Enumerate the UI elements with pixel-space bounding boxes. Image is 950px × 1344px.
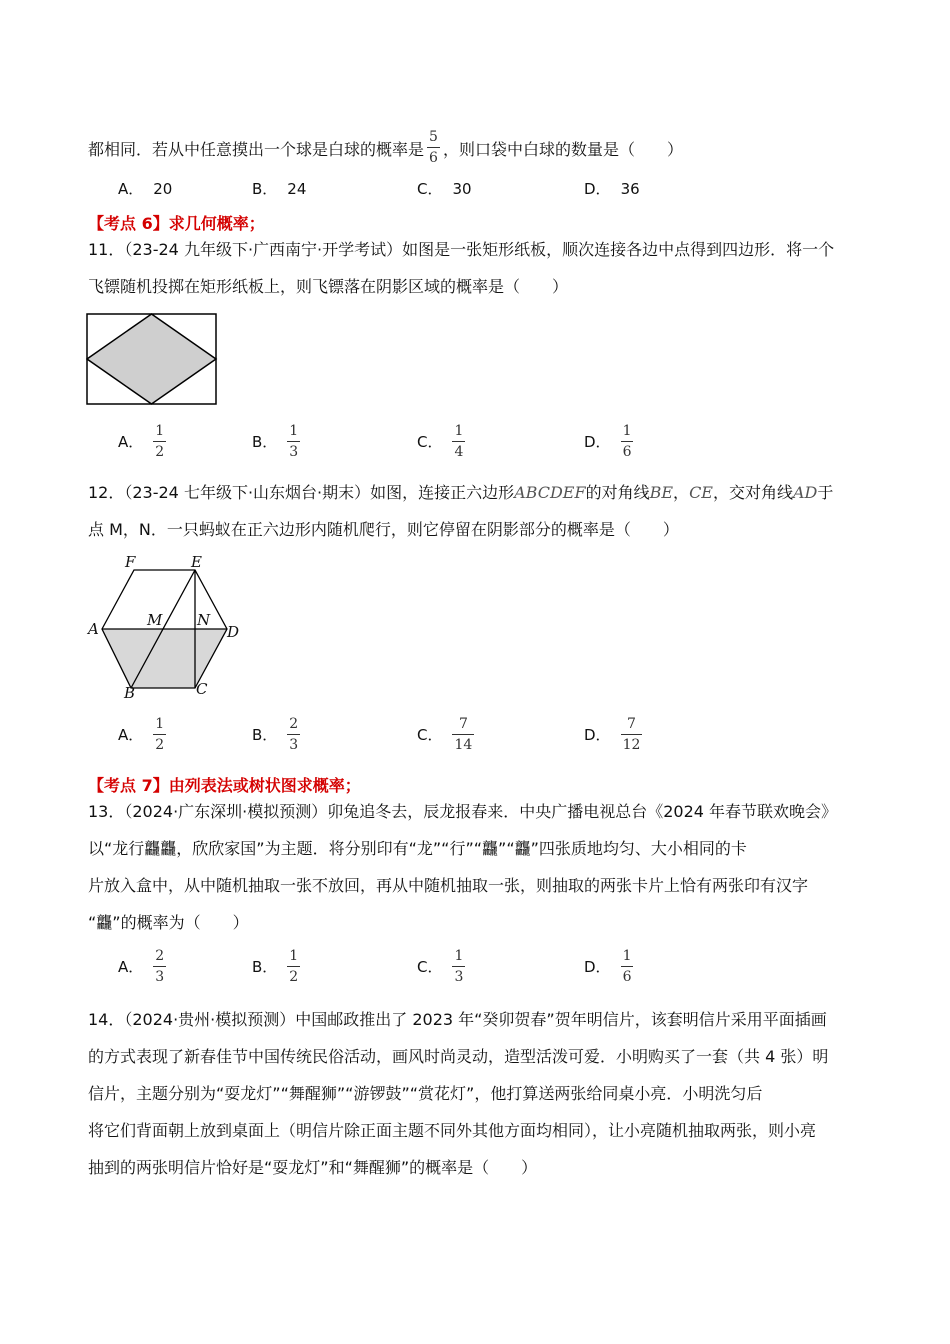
q10-option-d <box>584 179 640 199</box>
q12-text: ， <box>673 483 690 502</box>
option-fraction: $\frac{2}{3}$ <box>289 716 299 753</box>
option-fraction: $\frac{1}{3}$ <box>454 948 464 985</box>
option-fraction: $\frac{1}{4}$ <box>454 423 464 460</box>
option-fraction: $\frac{2}{3}$ <box>155 948 165 985</box>
option-label: A． <box>118 725 144 744</box>
q14-line-1: 14．（2024·贵州·模拟预测）中国邮政推出了 2023 年“癸卯贺春”贺年明信片，该套明信片采用平面插画 <box>88 1010 827 1029</box>
q12-text: ，交对角线 <box>712 483 793 502</box>
q12-option-d <box>584 716 642 753</box>
vertex-label-c: C <box>196 680 208 698</box>
q12-option-c <box>417 716 474 753</box>
q10-stem <box>88 131 683 168</box>
q14-line-3: 信片，主题分别为“耍龙灯”“舞醒狮”“游锣鼓”“赏花灯”，他打算送两张给同桌小亮．小明洗匀后 <box>88 1084 763 1103</box>
option-fraction: $\frac{1}{2}$ <box>155 423 165 460</box>
q13-line-1: 13．（2024·广东深圳·模拟预测）卯兔追冬去，辰龙报春来．中央广播电视总台《2024 年春节联欢晚会》 <box>88 802 838 821</box>
option-fraction: $\frac{7}{12}$ <box>622 716 641 753</box>
q13-option-c <box>417 948 465 985</box>
q12-option-a <box>118 716 166 753</box>
section-7-heading: 【考点 7】由列表法或树状图求概率； <box>88 776 361 795</box>
option-value: 36 <box>620 180 640 198</box>
q14-line-2: 的方式表现了新春佳节中国传统民俗活动，画风时尚灵动，造型活泼可爱．小明购买了一套（共 4 张）明 <box>88 1047 829 1066</box>
q10-frac-num: 5 <box>429 129 438 145</box>
q11-option-b <box>252 423 300 460</box>
option-fraction: $\frac{7}{14}$ <box>454 716 473 753</box>
q12-math-ce: CE <box>689 483 713 502</box>
q11-line-2: 飞镖随机投掷在矩形纸板上，则飞镖落在阴影区域的概率是（ ） <box>88 277 569 296</box>
q14-line-4: 将它们背面朝上放到桌面上（明信片除正面主题不同外其他方面均相同），让小亮随机抽取两张，则小亮 <box>88 1121 817 1140</box>
vertex-label-f: F <box>125 553 136 571</box>
option-label: C． <box>417 180 443 198</box>
section-6-heading: 【考点 6】求几何概率； <box>88 214 265 233</box>
q13-line-3: 片放入盒中，从中随机抽取一张不放回，再从中随机抽取一张，则抽取的两张卡片上恰有两张印有汉字 <box>88 876 809 895</box>
option-label: B． <box>252 180 278 198</box>
option-label: A． <box>118 432 144 451</box>
q10-option-c <box>417 179 472 199</box>
q12-hexagon-figure <box>84 552 248 700</box>
option-label: C． <box>417 957 443 976</box>
q14-line-5: 抽到的两张明信片恰好是“耍龙灯”和“舞醒狮”的概率是（ ） <box>88 1158 538 1177</box>
option-label: C． <box>417 432 443 451</box>
q10-text-after: ，则口袋中白球的数量是（ ） <box>442 139 683 159</box>
option-label: B． <box>252 432 278 451</box>
vertex-label-a: A <box>88 620 99 638</box>
q11-option-d <box>584 423 633 460</box>
option-value: 20 <box>153 180 173 198</box>
q10-text-before: 都相同．若从中任意摸出一个球是白球的概率是 <box>88 139 425 159</box>
q13-line-4: “龘”的概率为（ ） <box>88 913 249 932</box>
point-label-n: N <box>197 611 211 629</box>
option-label: C． <box>417 725 443 744</box>
option-label: B． <box>252 725 278 744</box>
option-label: D． <box>584 432 611 451</box>
point-label-m: M <box>147 611 163 629</box>
option-label: B． <box>252 957 278 976</box>
q12-text: 12．（23-24 七年级下·山东烟台·期末）如图，连接正六边形 <box>88 483 515 502</box>
option-fraction: $\frac{1}{6}$ <box>622 948 632 985</box>
option-fraction: $\frac{1}{2}$ <box>289 948 299 985</box>
q10-frac-den: 6 <box>429 150 438 166</box>
option-label: D． <box>584 957 611 976</box>
option-label: D． <box>584 180 611 198</box>
q11-option-a <box>118 423 166 460</box>
q12-math-be: BE <box>649 483 674 502</box>
q11-option-c <box>417 423 465 460</box>
q13-option-b <box>252 948 300 985</box>
q12-line-1 <box>88 483 833 503</box>
q10-fraction <box>427 129 440 166</box>
q11-rectangle-figure <box>86 313 218 407</box>
option-value: 24 <box>287 180 307 198</box>
q13-line-2: 以“龙行龘龘，欣欣家国”为主题．将分别印有“龙”“行”“龘”“龘”四张质地均匀、大小相同的卡 <box>88 839 747 858</box>
vertex-label-e: E <box>191 553 202 571</box>
option-fraction: $\frac{1}{6}$ <box>622 423 632 460</box>
vertex-label-d: D <box>227 623 240 641</box>
vertex-label-b: B <box>124 684 136 700</box>
q11-line-1: 11．（23-24 九年级下·广西南宁·开学考试）如图是一张矩形纸板，顺次连接各边中点得到四边形．将一个 <box>88 240 835 259</box>
option-fraction: $\frac{1}{2}$ <box>155 716 165 753</box>
option-label: A． <box>118 957 144 976</box>
option-fraction: $\frac{1}{3}$ <box>289 423 299 460</box>
q12-text: 的对角线 <box>585 483 650 502</box>
option-label: D． <box>584 725 611 744</box>
q13-option-a <box>118 948 166 985</box>
q12-math-ad: AD <box>793 483 818 502</box>
q10-option-b <box>252 179 306 199</box>
option-value: 30 <box>452 180 472 198</box>
q12-text: 于 <box>817 483 834 502</box>
q13-option-d <box>584 948 633 985</box>
q12-line-2: 点 M，N．一只蚂蚁在正六边形内随机爬行，则它停留在阴影部分的概率是（ ） <box>88 520 679 539</box>
q12-math-hexagon: ABCDEF <box>514 483 586 502</box>
option-label: A． <box>118 180 144 198</box>
q12-option-b <box>252 716 300 753</box>
q10-option-a <box>118 179 172 199</box>
